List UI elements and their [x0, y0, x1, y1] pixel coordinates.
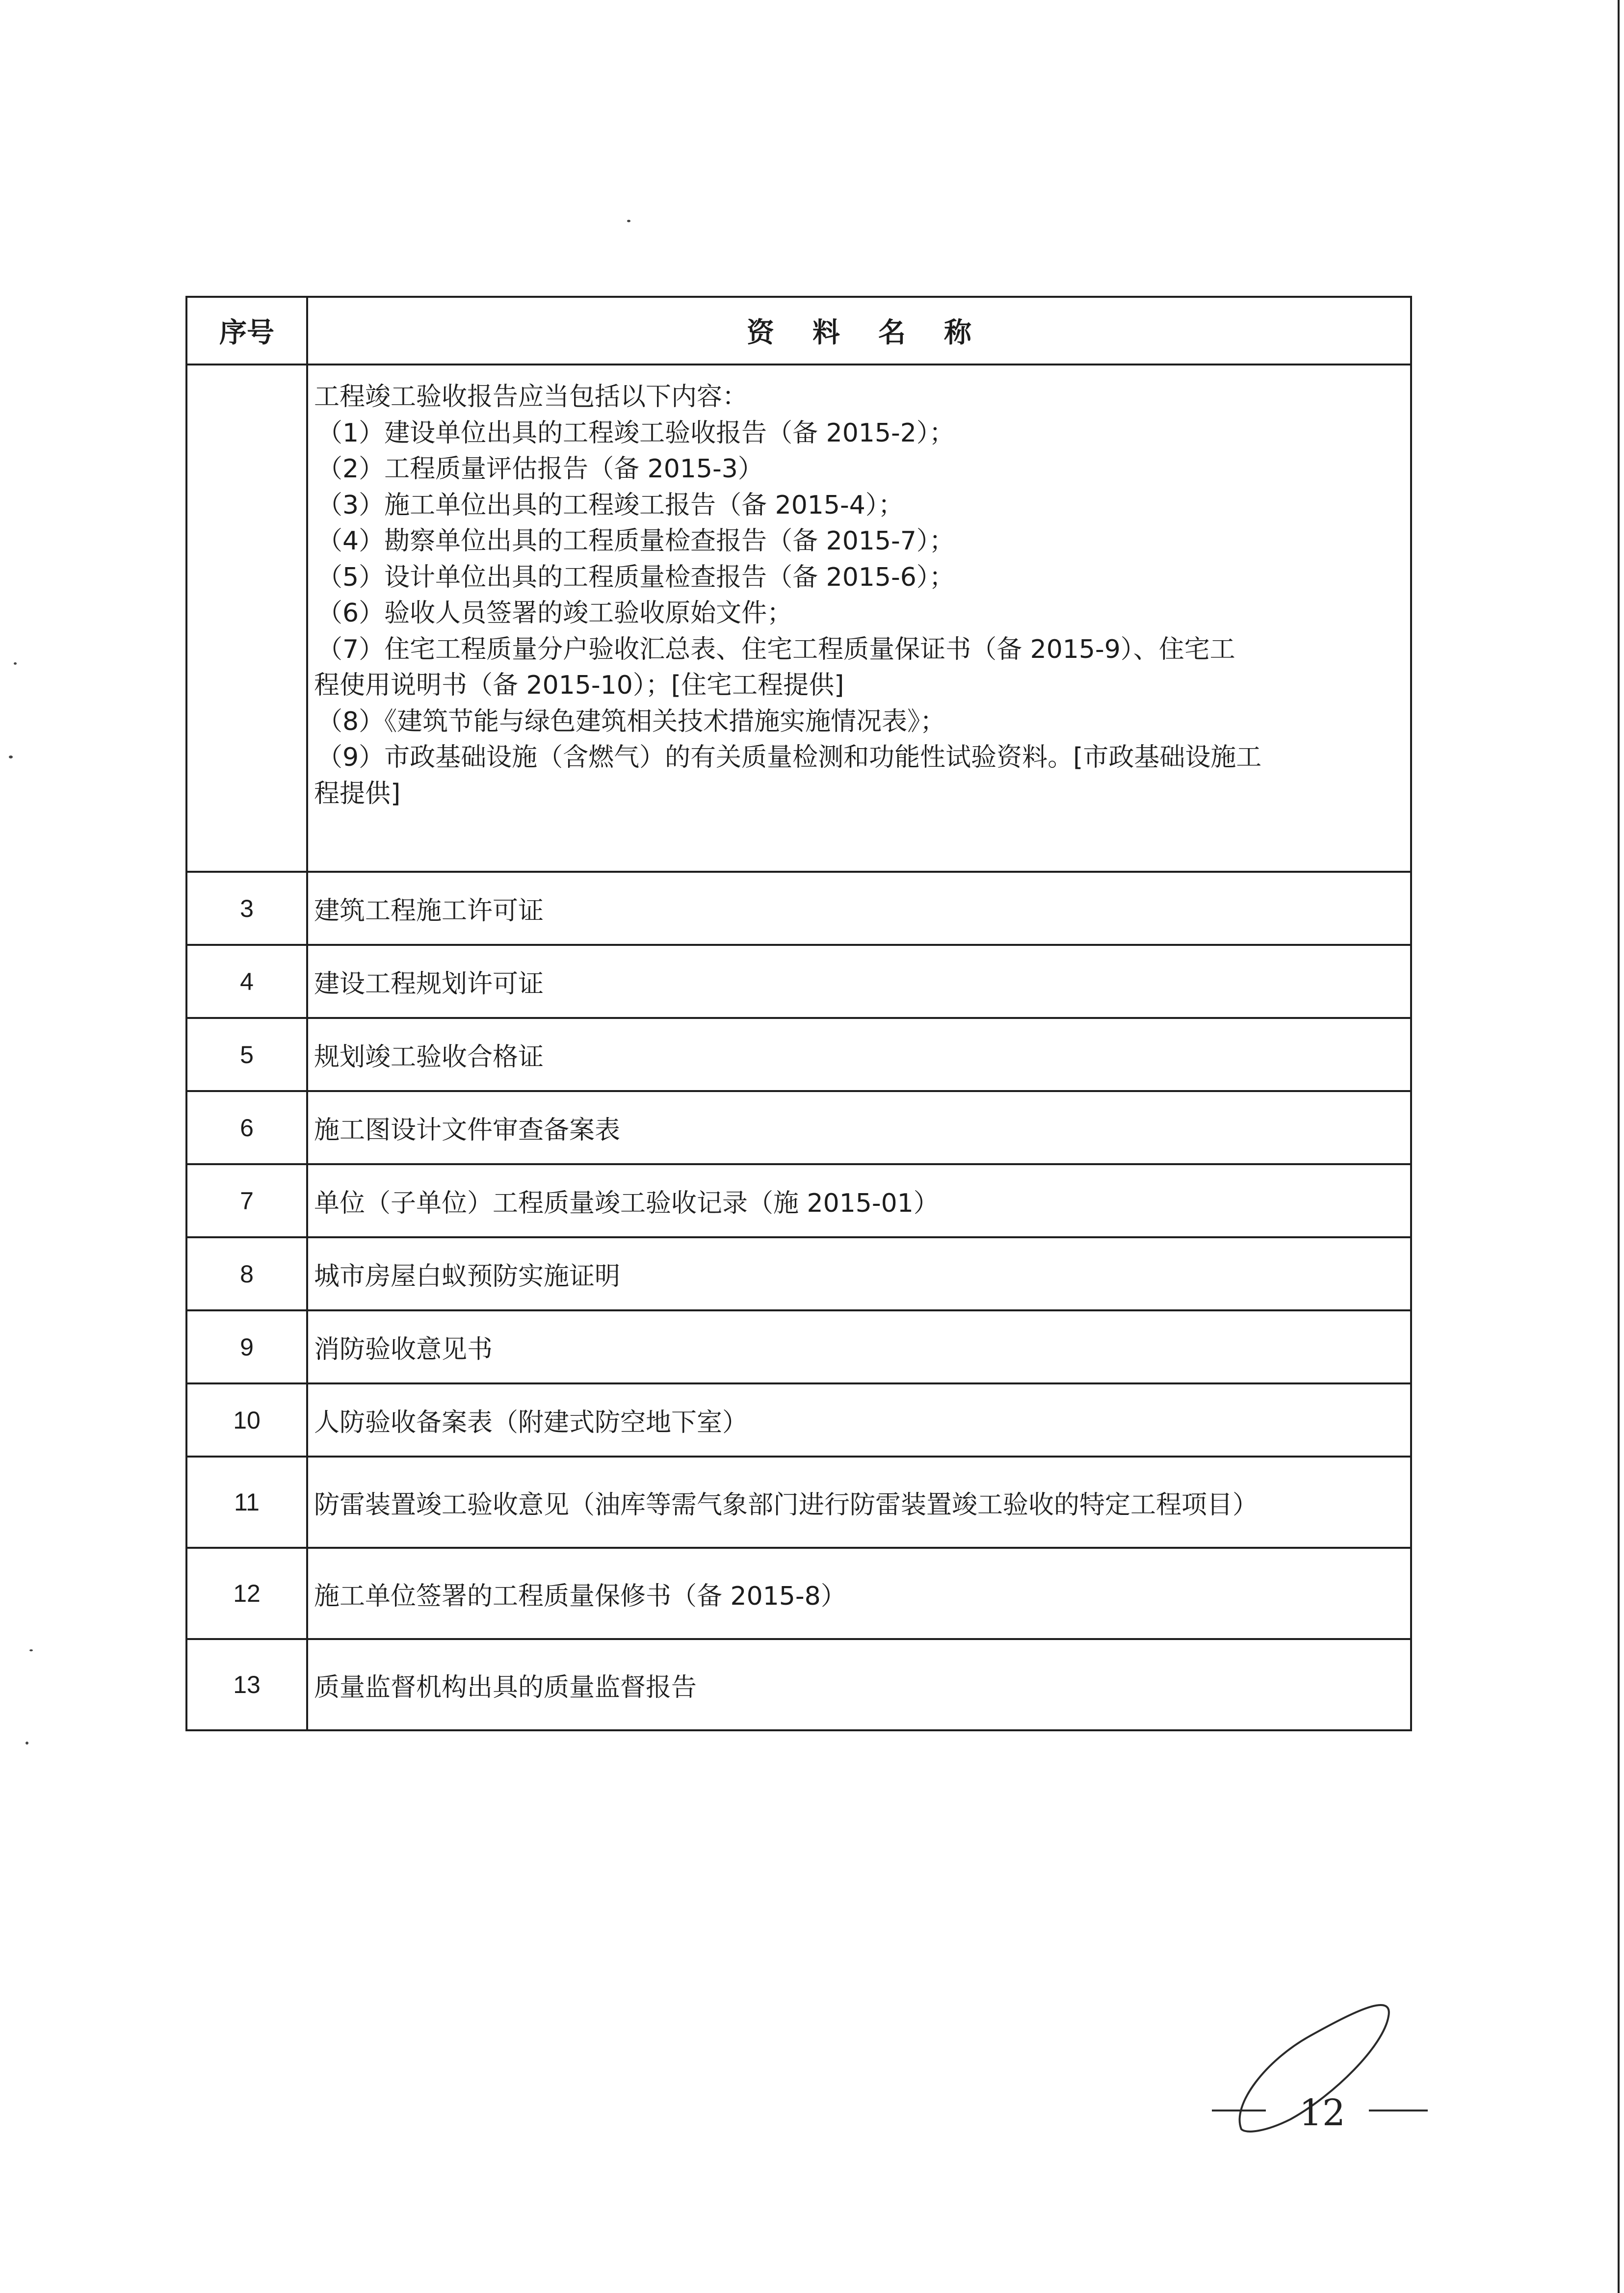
scan-speck: [627, 220, 630, 222]
row-number: 11: [186, 1457, 307, 1548]
row-document-name: 防雷装置竣工验收意见（油库等需气象部门进行防雷装置竣工验收的特定工程项目）: [307, 1457, 1411, 1548]
report-item: （7）住宅工程质量分户验收汇总表、住宅工程质量保证书（备 2015-9）、住宅工: [317, 634, 1235, 664]
scan-edge-line: [1618, 0, 1620, 2293]
row-number: 5: [186, 1018, 307, 1091]
row-document-name: 建设工程规划许可证: [307, 945, 1411, 1018]
report-item: （1）建设单位出具的工程竣工验收报告（备 2015-2）；: [317, 418, 955, 448]
table-header-row: [186, 297, 1411, 365]
report-item: （4）勘察单位出具的工程质量检查报告（备 2015-7）；: [317, 526, 955, 556]
report-item: （5）设计单位出具的工程质量检查报告（备 2015-6）；: [317, 562, 955, 592]
row-document-name: 质量监督机构出具的质量监督报告: [307, 1639, 1411, 1730]
table-row: [186, 1310, 1411, 1383]
report-item: （9）市政基础设施（含燃气）的有关质量检测和功能性试验资料。[市政基础设施工: [317, 743, 1262, 772]
table-row: [186, 1548, 1411, 1639]
report-requirements-number: [186, 365, 307, 872]
report-item: （2）工程质量评估报告（备 2015-3）: [317, 454, 763, 484]
row-number: 13: [186, 1639, 307, 1730]
report-item: （6）验收人员签署的竣工验收原始文件；: [317, 599, 793, 628]
row-number: 6: [186, 1091, 307, 1164]
table-row: [186, 1457, 1411, 1548]
report-intro: 工程竣工验收报告应当包括以下内容：: [314, 382, 748, 412]
row-number: 4: [186, 945, 307, 1018]
scan-speck: [9, 756, 13, 758]
row-document-name: 建筑工程施工许可证: [307, 872, 1411, 945]
row-number: 10: [186, 1383, 307, 1457]
row-document-name: 单位（子单位）工程质量竣工验收记录（施 2015-01）: [307, 1164, 1411, 1237]
row-number: 3: [186, 872, 307, 945]
row-document-name: 人防验收备案表（附建式防空地下室）: [307, 1383, 1411, 1457]
row-number: 7: [186, 1164, 307, 1237]
scan-speck: [14, 662, 17, 665]
row-number: 12: [186, 1548, 307, 1639]
page-number: 12: [1299, 2092, 1346, 2134]
number-column-header: 序号: [186, 297, 307, 365]
report-requirements-row: [186, 365, 1411, 872]
report-item: （8）《建筑节能与绿色建筑相关技术措施实施情况表》；: [317, 706, 946, 736]
table-row: [186, 1018, 1411, 1091]
table-row: [186, 1383, 1411, 1457]
row-document-name: 消防验收意见书: [307, 1310, 1411, 1383]
row-number: 8: [186, 1237, 307, 1310]
table-row: [186, 1639, 1411, 1730]
row-document-name: 施工单位签署的工程质量保修书（备 2015-8）: [307, 1548, 1411, 1639]
table-row: [186, 1164, 1411, 1237]
row-document-name: 规划竣工验收合格证: [307, 1018, 1411, 1091]
report-item-continued: 程提供]: [314, 779, 401, 808]
report-item-continued: 程使用说明书（备 2015-10）；[住宅工程提供]: [314, 671, 844, 700]
table-row: [186, 1091, 1411, 1164]
table-row: [186, 1237, 1411, 1310]
document-table: [185, 296, 1412, 1731]
page-number-mark: [1212, 1982, 1428, 2144]
name-column-header: 资料名称: [307, 297, 1411, 365]
scan-speck: [26, 1742, 28, 1745]
report-item: （3）施工单位出具的工程竣工报告（备 2015-4）；: [317, 490, 904, 520]
row-document-name: 施工图设计文件审查备案表: [307, 1091, 1411, 1164]
table-row: [186, 872, 1411, 945]
scan-speck: [29, 1649, 33, 1651]
row-document-name: 城市房屋白蚁预防实施证明: [307, 1237, 1411, 1310]
report-requirements-content: [307, 365, 1411, 872]
row-number: 9: [186, 1310, 307, 1383]
table-row: [186, 945, 1411, 1018]
